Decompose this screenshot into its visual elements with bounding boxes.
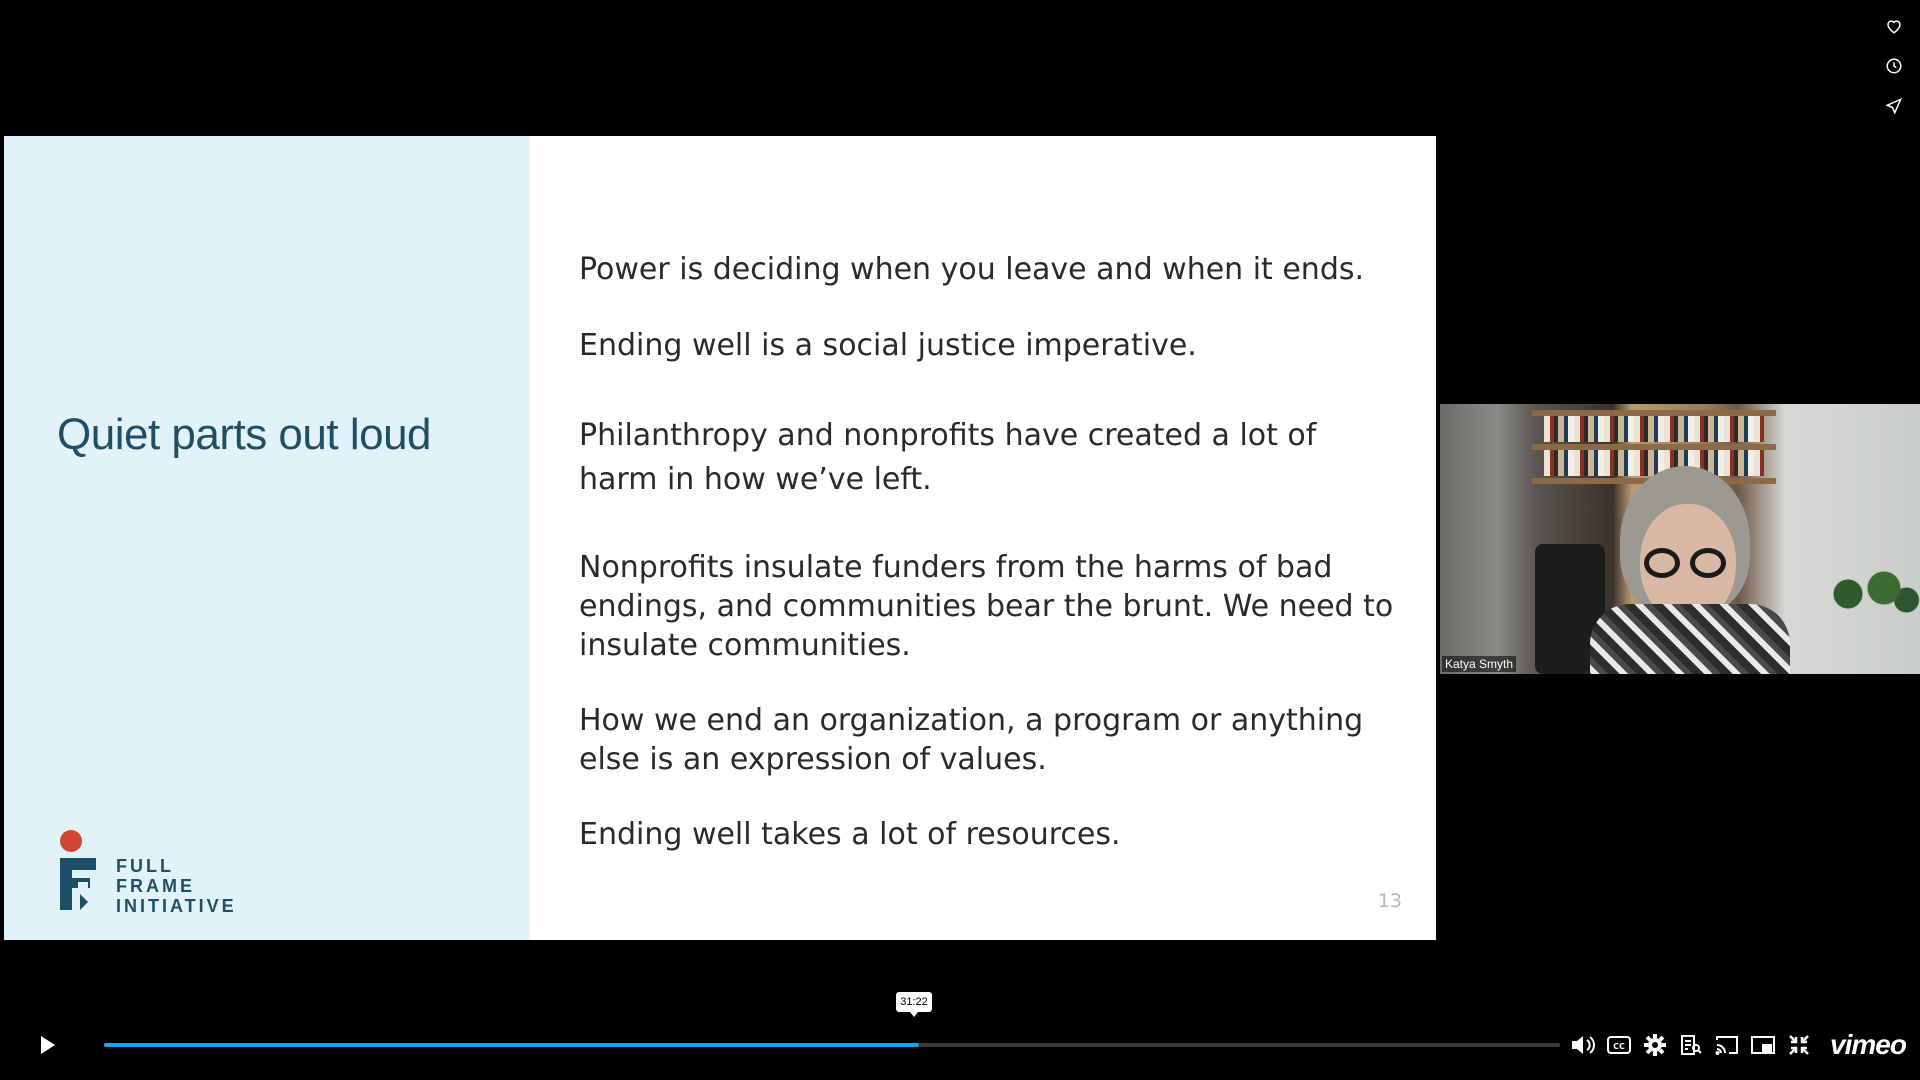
transcript-icon [1679, 1033, 1703, 1057]
progress-fill [104, 1043, 919, 1047]
slide-page-number: 13 [1377, 890, 1402, 912]
plants [1830, 564, 1920, 624]
logo-line-2: FRAME [116, 876, 195, 896]
progress-bar[interactable] [104, 1043, 1560, 1047]
logo-dot [60, 830, 82, 852]
slide-paragraph: Power is deciding when you leave and when it ends. [579, 252, 1365, 287]
full-frame-logo [56, 830, 276, 914]
vimeo-logo[interactable]: vimeo [1830, 1029, 1906, 1060]
volume-icon [1570, 1033, 1596, 1057]
captions-button[interactable] [1604, 1030, 1634, 1060]
clock-icon [1885, 57, 1903, 75]
cast-button[interactable] [1712, 1030, 1742, 1060]
logo-f-icon [58, 856, 100, 912]
side-actions [1880, 12, 1908, 132]
heart-icon [1885, 17, 1903, 35]
books [1544, 416, 1764, 442]
slide-paragraph: Ending well takes a lot of resources. [579, 817, 1121, 852]
person-body [1590, 604, 1790, 674]
transcript-button[interactable] [1676, 1030, 1706, 1060]
presentation-slide [4, 136, 1436, 940]
gear-icon [1643, 1033, 1667, 1057]
volume-button[interactable] [1568, 1030, 1598, 1060]
cc-icon [1607, 1035, 1631, 1055]
time-tooltip: 31:22 [896, 992, 932, 1012]
books [1544, 450, 1764, 476]
slide-paragraph: Philanthropy and nonprofits have created a lot of harm in how we’ve left. [579, 418, 1317, 497]
glasses [1690, 548, 1726, 578]
logo-line-3: INITIATIVE [116, 896, 237, 916]
participant-name: Katya Smyth [1442, 656, 1516, 672]
glasses [1644, 548, 1680, 578]
pip-button[interactable] [1748, 1030, 1778, 1060]
like-button[interactable] [1880, 12, 1908, 40]
slide-title: Quiet parts out loud [57, 410, 432, 459]
svg-text:CC: CC [1613, 1042, 1625, 1051]
slide-paragraph: Ending well is a social justice imperative. [579, 328, 1197, 363]
cast-icon [1715, 1034, 1739, 1056]
fullscreen-button[interactable] [1784, 1030, 1814, 1060]
logo-line-1: FULL [116, 856, 174, 876]
slide-paragraph: Nonprofits insulate funders from the harms of bad endings, and communities bear the brunt. We need to insulate communities. [579, 550, 1394, 663]
slide-body [579, 136, 1399, 940]
player-controls [0, 1020, 1920, 1070]
control-icons [1568, 1030, 1906, 1060]
settings-button[interactable] [1640, 1030, 1670, 1060]
pip-icon [1751, 1035, 1775, 1055]
logo-wordmark [116, 856, 237, 916]
share-button[interactable] [1880, 92, 1908, 120]
slide-sidebar [4, 136, 530, 940]
play-icon [36, 1032, 60, 1058]
fullscreen-exit-icon [1788, 1034, 1810, 1056]
webcam-video [1440, 404, 1920, 674]
send-icon [1885, 97, 1903, 115]
slide-paragraph: How we end an organization, a program or anything else is an expression of values. [579, 703, 1364, 777]
play-button[interactable] [36, 1032, 60, 1058]
watch-later-button[interactable] [1880, 52, 1908, 80]
